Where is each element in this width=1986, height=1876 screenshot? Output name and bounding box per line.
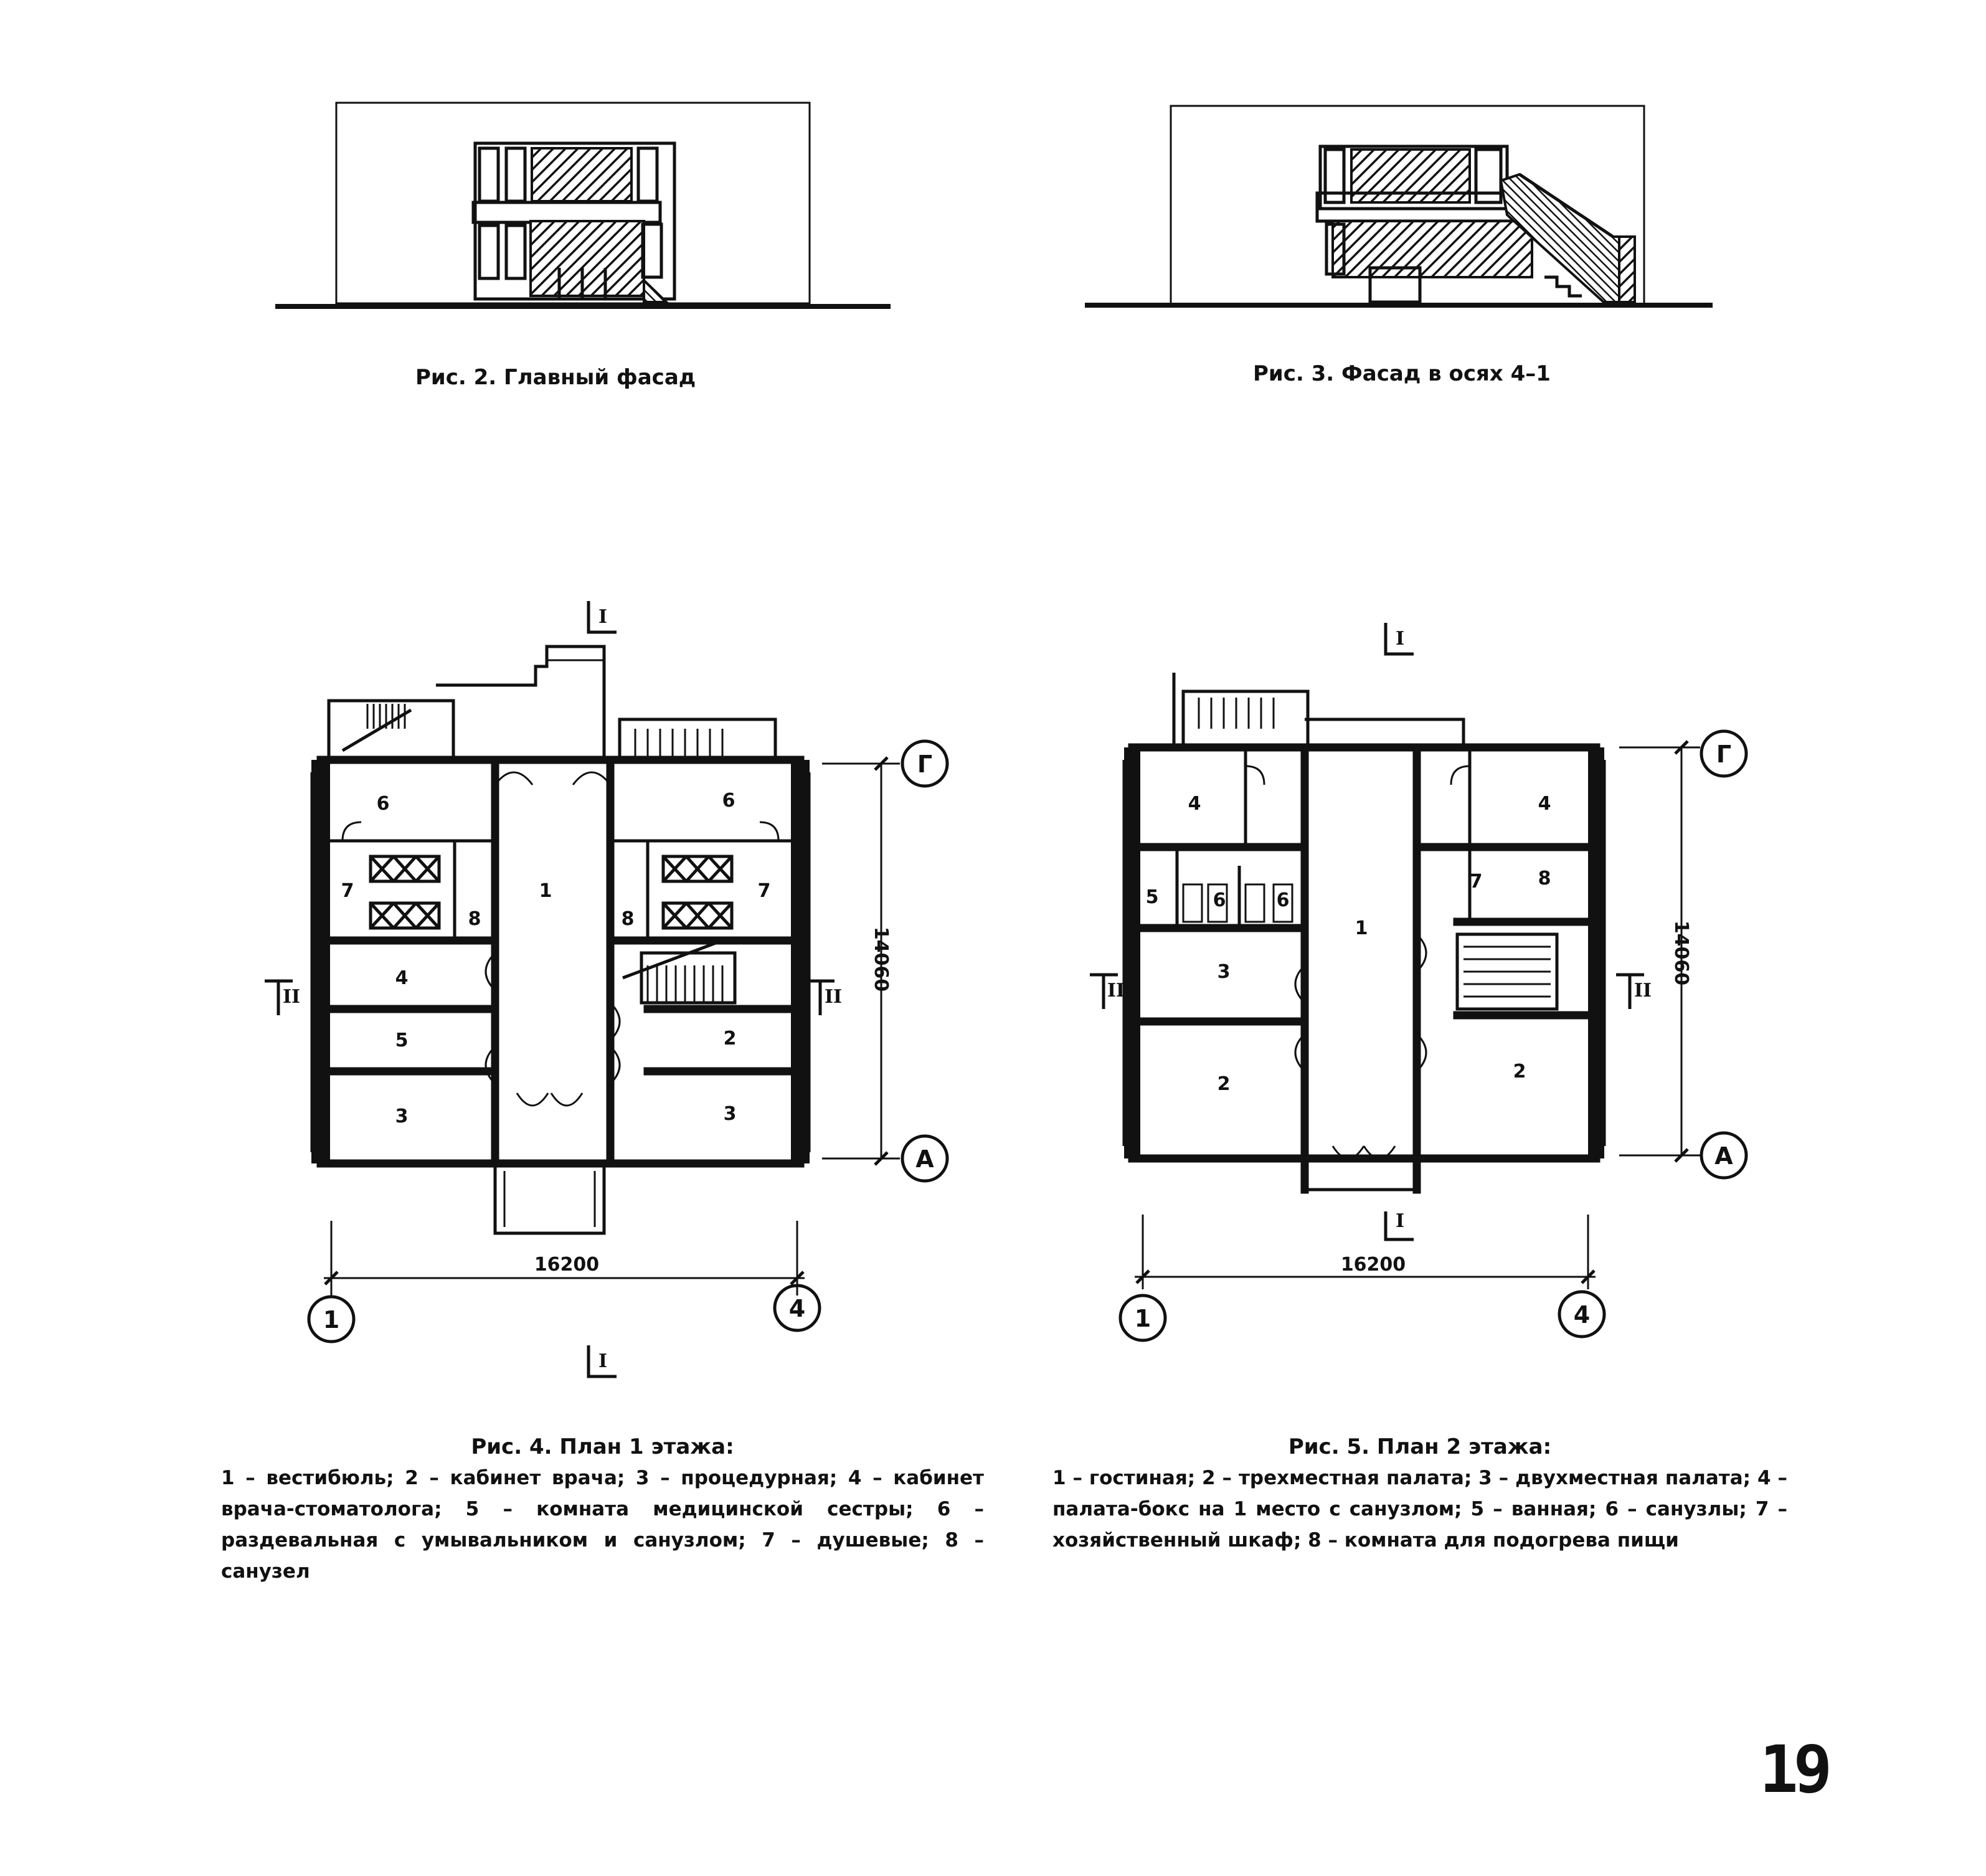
fig5-legend-title: Рис. 5. План 2 этажа: [1288, 1434, 1552, 1459]
fig5-room-4a: 4 [1188, 793, 1201, 815]
fig3-caption: Рис. 3. Фасад в осях 4–1 [1253, 361, 1551, 386]
fig4-section-left-label: II [282, 986, 301, 1008]
fig4-axis-bottom-label: А [915, 1145, 934, 1173]
fig4-room-8b: 8 [621, 908, 635, 930]
fig4-room-8a: 8 [468, 908, 481, 930]
fig5-room-7: 7 [1469, 871, 1483, 893]
fig5-width-dimension [1135, 1215, 1596, 1289]
fig5-section-mark-right [1616, 975, 1652, 1009]
page-number: 19 [1759, 1732, 1828, 1807]
fig5-floor-plan [1059, 598, 1837, 1401]
fig4-section-bottom-label: I [598, 1350, 608, 1372]
fig5-section-top-label: I [1395, 628, 1405, 650]
fig4-axis-top [902, 741, 947, 786]
fig4-section-top-label: I [598, 606, 608, 628]
fig5-room-4b: 4 [1538, 793, 1551, 815]
fig5-axis-left-label: 1 [1134, 1305, 1151, 1332]
fig4-room-2: 2 [723, 1028, 737, 1049]
fig4-axis-left-label: 1 [323, 1306, 340, 1334]
fig2-facade-drawing [262, 93, 909, 324]
fig4-axis-top-label: Г [917, 751, 933, 778]
fig5-section-right-label: II [1634, 980, 1652, 1002]
fig5-axis-top [1701, 731, 1746, 776]
fig4-room-3a: 3 [395, 1106, 409, 1127]
fig5-axis-bottom [1701, 1133, 1746, 1178]
fig4-room-4: 4 [395, 967, 409, 989]
fig5-axis-left [1120, 1296, 1165, 1340]
fig4-section-mark-top [589, 601, 617, 632]
fig4-section-mark-bottom [589, 1345, 617, 1376]
fig5-room-5: 5 [1145, 886, 1159, 908]
fig4-floor-plan [249, 579, 1028, 1401]
fig4-room-3b: 3 [723, 1103, 737, 1125]
fig4-axis-bottom [902, 1136, 947, 1181]
main-facade-building [473, 143, 674, 302]
fig4-room-1: 1 [539, 880, 552, 902]
side-facade-building [1317, 146, 1635, 302]
fig4-width-label: 16200 [534, 1254, 600, 1276]
fig4-room-6b: 6 [722, 790, 735, 812]
fig4-room-5: 5 [395, 1030, 409, 1051]
fig5-legend-body: 1 – гостиная; 2 – трехместная палата; 3 – двухместная палата; 4 – палата-бокс на 1 место с санузлом; 5 – ванная; 6 – санузлы; 7 – хозяйственный шкаф; 8 – комната для подогрева пищи [1052, 1467, 1787, 1551]
fig5-section-mark-top [1386, 623, 1414, 654]
fig5-room-8: 8 [1538, 868, 1551, 889]
fig5-axis-right [1559, 1292, 1604, 1337]
fig4-walls [311, 647, 810, 1233]
fig5-axis-right-label: 4 [1573, 1301, 1591, 1329]
fig2-caption: Рис. 2. Главный фасад [415, 365, 696, 390]
fig5-room-3: 3 [1217, 961, 1231, 983]
fig4-depth-dimension [822, 757, 900, 1165]
fig4-section-mark-right [806, 981, 842, 1015]
fig5-depth-label: 14060 [1670, 920, 1692, 986]
fig5-section-mark-bottom [1386, 1210, 1414, 1239]
fig4-axis-left [309, 1297, 354, 1342]
fig5-depth-dimension [1619, 741, 1700, 1162]
fig5-room-2b: 2 [1513, 1061, 1526, 1082]
fig4-axis-right-label: 4 [788, 1295, 806, 1322]
fig5-room-1: 1 [1355, 917, 1368, 939]
fig5-room-2a: 2 [1217, 1073, 1231, 1095]
fig5-room-6b: 6 [1276, 889, 1290, 911]
fig4-legend-title: Рис. 4. План 1 этажа: [471, 1434, 734, 1459]
fig5-section-bottom-label: I [1395, 1210, 1405, 1232]
fig4-room-7a: 7 [341, 880, 354, 902]
fig5-section-left-label: II [1107, 980, 1125, 1002]
fig4-legend-body: 1 – вестибюль; 2 – кабинет врача; 3 – процедурная; 4 – кабинет врача-стоматолога; 5 – комната медицинской сестры; 6 – раздевальная с умывальником и санузлом; 7 – душевые; 8 – санузел [221, 1467, 984, 1583]
fig5-axis-top-label: Г [1716, 741, 1732, 768]
fig4-legend [221, 1431, 984, 1587]
fig3-facade-drawing [1071, 93, 1756, 324]
fig5-axis-bottom-label: А [1714, 1142, 1733, 1170]
fig5-width-label: 16200 [1340, 1254, 1406, 1276]
fig4-section-mark-left [265, 981, 300, 1015]
fig4-section-right-label: II [824, 986, 843, 1008]
fig4-room-7b: 7 [757, 880, 771, 902]
fig5-section-mark-left [1090, 975, 1125, 1009]
fig4-room-6a: 6 [376, 793, 390, 815]
fig4-depth-label: 14060 [870, 926, 892, 992]
fig5-room-6a: 6 [1213, 889, 1226, 911]
fig5-legend [1052, 1431, 1787, 1556]
